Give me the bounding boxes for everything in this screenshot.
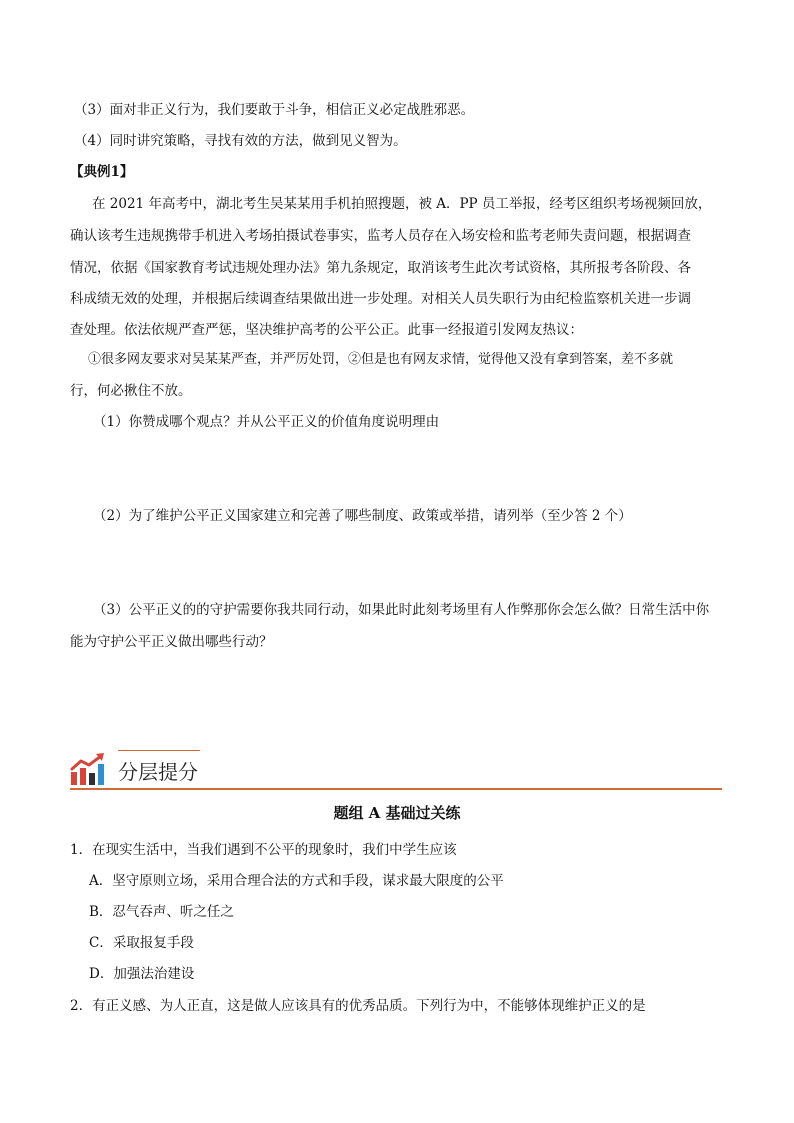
example-views-line: ①很多网友要求对吴某某严查，并严厉处罚，②但是也有网友求情，觉得他又没有拿到答案，差不多就 bbox=[88, 352, 674, 367]
question-3-line: （3）公平正义的的守护需要你我共同行动，如果此时此刻考场里有人作弊那你会怎么做？日常生活中你 bbox=[93, 602, 710, 618]
group-title: 题组 A 基础过关练 bbox=[333, 804, 461, 822]
section-header bbox=[70, 750, 722, 790]
question-2: （2）为了维护公平正义国家建立和完善了哪些制度、政策或举措，请列举（至少答 2 个） bbox=[93, 508, 632, 524]
rising-chart-icon bbox=[70, 752, 106, 786]
example-paragraph-line: 确认该考生违规携带手机进入考场拍摄试卷事实，监考人员存在入场安检和监考老师失责问题，根据调查 bbox=[70, 228, 691, 244]
example-paragraph-line: 科成绩无效的处理，并根据后续调查结果做出进一步处理。对相关人员失职行为由纪检监察机关进一步调 bbox=[70, 291, 691, 307]
option-c: C．采取报复手段 bbox=[89, 935, 194, 951]
example-paragraph-line: 情况，依据《国家教育考试违规处理办法》第九条规定，取消该考生此次考试资格，其所报考各阶段、各 bbox=[70, 260, 691, 276]
example-views-line: 行，何必揪住不放。 bbox=[70, 383, 192, 399]
question-1: （1）你赞成哪个观点？并从公平正义的价值角度说明理由 bbox=[93, 414, 440, 430]
question-stem: 1．在现实生活中，当我们遇到不公平的现象时，我们中学生应该 bbox=[70, 842, 457, 858]
header-divider bbox=[70, 788, 722, 790]
option-a: A．坚守原则立场，采用合理合法的方式和手段，谋求最大限度的公平 bbox=[89, 873, 504, 889]
option-d: D．加强法治建设 bbox=[89, 966, 195, 982]
question-3-line: 能为守护公平正义做出哪些行动？ bbox=[70, 634, 273, 650]
option-b: B．忍气吞声、听之任之 bbox=[89, 904, 234, 920]
point-4: （4）同时讲究策略，寻找有效的方法，做到见义智为。 bbox=[74, 133, 407, 149]
question-stem: 2．有正义感、为人正直，这是做人应该具有的优秀品质。下列行为中，不能够体现维护正义的是 bbox=[70, 998, 646, 1014]
section-label: 分层提分 bbox=[118, 760, 198, 784]
example-title: 【典例1】 bbox=[70, 164, 134, 180]
example-paragraph-line: 在 2021 年高考中，湖北考生吴某某用手机拍照搜题，被 A．PP 员工举报，经考区组织考场视频回放， bbox=[92, 196, 712, 212]
point-3: （3）面对非正义行为，我们要敢于斗争，相信正义必定战胜邪恶。 bbox=[74, 102, 475, 118]
example-paragraph-line: 查处理。依法依规严查严惩，坚决维护高考的公平公正。此事一经报道引发网友热议： bbox=[70, 322, 583, 338]
header-top-rule bbox=[118, 750, 200, 751]
